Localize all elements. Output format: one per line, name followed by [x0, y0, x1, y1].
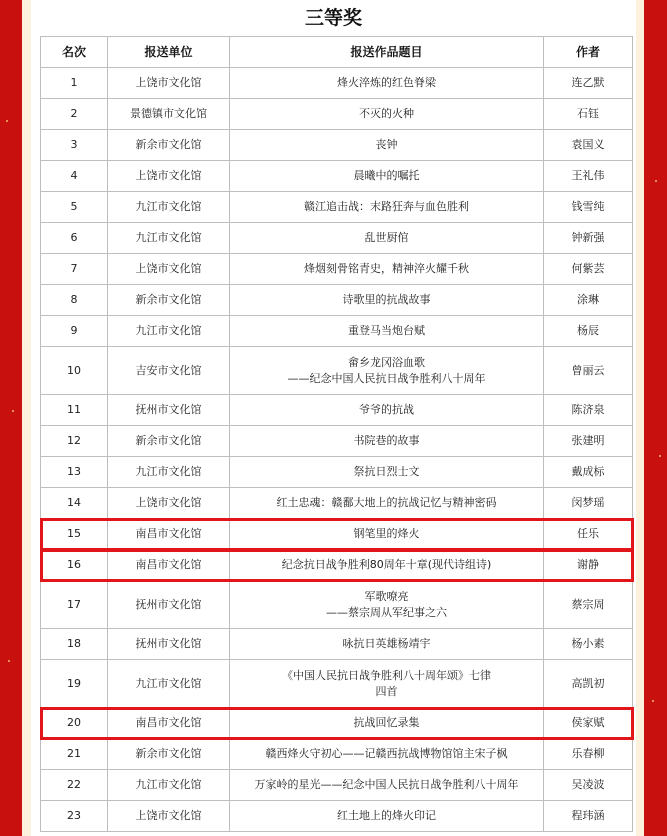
work-title-line: 军歌嘹亮 — [364, 589, 409, 603]
table-row — [41, 739, 633, 770]
work-title-line: 红土地上的烽火印记 — [337, 809, 436, 822]
author-cell: 曾丽云 — [544, 347, 633, 395]
author-cell: 杨辰 — [544, 316, 633, 347]
header-author: 作者 — [544, 37, 633, 68]
author-cell: 钱雪纯 — [544, 192, 633, 223]
unit-cell: 新余市文化馆 — [108, 285, 230, 316]
table-row — [41, 426, 633, 457]
table-body — [41, 68, 633, 832]
table-row — [41, 347, 633, 395]
author-cell: 袁国义 — [544, 130, 633, 161]
table-row — [41, 801, 633, 832]
author-cell: 钟新强 — [544, 223, 633, 254]
work-title-cell — [230, 130, 544, 161]
unit-cell: 吉安市文化馆 — [108, 347, 230, 395]
author-cell: 陈济泉 — [544, 395, 633, 426]
rank-cell: 11 — [41, 395, 108, 426]
unit-cell: 上饶市文化馆 — [108, 488, 230, 519]
rank-cell: 15 — [41, 519, 108, 550]
unit-cell: 抚州市文化馆 — [108, 629, 230, 660]
rank-cell: 6 — [41, 223, 108, 254]
unit-cell: 抚州市文化馆 — [108, 581, 230, 629]
unit-cell: 九江市文化馆 — [108, 223, 230, 254]
author-cell: 戴成标 — [544, 457, 633, 488]
unit-cell: 新余市文化馆 — [108, 130, 230, 161]
rank-cell: 2 — [41, 99, 108, 130]
table-row — [41, 130, 633, 161]
rank-cell: 7 — [41, 254, 108, 285]
work-title-line: 赣西烽火守初心——记赣西抗战博物馆馆主宋子枫 — [265, 747, 508, 760]
table-row — [41, 161, 633, 192]
work-title-line: 烽火淬炼的红色脊梁 — [337, 76, 436, 89]
unit-cell: 新余市文化馆 — [108, 426, 230, 457]
work-title-line: 丧钟 — [375, 138, 398, 151]
work-title-line: ——蔡宗周从军纪事之六 — [326, 605, 447, 619]
work-title-line: 赣江追击战：末路狂奔与血色胜利 — [304, 200, 469, 213]
work-title-cell — [230, 192, 544, 223]
header-work: 报送作品题目 — [230, 37, 544, 68]
author-cell: 连乙默 — [544, 68, 633, 99]
rank-cell: 18 — [41, 629, 108, 660]
table-row — [41, 457, 633, 488]
gold-sparkle — [6, 120, 8, 122]
gold-sparkle — [659, 455, 661, 457]
unit-cell: 上饶市文化馆 — [108, 254, 230, 285]
header-rank: 名次 — [41, 37, 108, 68]
table-row — [41, 254, 633, 285]
author-cell: 程玮涵 — [544, 801, 633, 832]
rank-cell: 19 — [41, 660, 108, 708]
rank-cell: 9 — [41, 316, 108, 347]
work-title-line: 红土忠魂：赣鄱大地上的抗战记忆与精神密码 — [276, 496, 497, 509]
unit-cell: 九江市文化馆 — [108, 660, 230, 708]
table-row — [41, 708, 633, 739]
author-cell: 任乐 — [544, 519, 633, 550]
header-unit: 报送单位 — [108, 37, 230, 68]
author-cell: 石钰 — [544, 99, 633, 130]
work-title-line: 烽烟刻骨铭青史，精神淬火耀千秋 — [304, 262, 469, 275]
author-cell: 张建明 — [544, 426, 633, 457]
work-title-line: 祭抗日烈士文 — [353, 465, 420, 478]
work-title-cell — [230, 99, 544, 130]
work-title-line: 四首 — [375, 684, 398, 698]
unit-cell: 九江市文化馆 — [108, 457, 230, 488]
work-title-line: 乱世厨倌 — [364, 231, 409, 244]
table-header-row — [41, 37, 633, 68]
work-title-cell — [230, 708, 544, 739]
gold-sparkle — [12, 410, 14, 412]
table-row — [41, 192, 633, 223]
rank-cell: 22 — [41, 770, 108, 801]
work-title-cell — [230, 581, 544, 629]
author-cell: 蔡宗周 — [544, 581, 633, 629]
rank-cell: 12 — [41, 426, 108, 457]
work-title-cell — [230, 161, 544, 192]
rank-cell: 21 — [41, 739, 108, 770]
unit-cell: 新余市文化馆 — [108, 739, 230, 770]
work-title-cell — [230, 801, 544, 832]
table-row — [41, 488, 633, 519]
rank-cell: 13 — [41, 457, 108, 488]
rank-cell: 4 — [41, 161, 108, 192]
unit-cell: 上饶市文化馆 — [108, 801, 230, 832]
work-title-line: 咏抗日英雄杨靖宇 — [342, 637, 431, 650]
table-row — [41, 99, 633, 130]
author-cell: 何紫芸 — [544, 254, 633, 285]
rank-cell: 3 — [41, 130, 108, 161]
unit-cell: 上饶市文化馆 — [108, 68, 230, 99]
unit-cell: 景德镇市文化馆 — [108, 99, 230, 130]
table-row — [41, 629, 633, 660]
work-title-line: 《中国人民抗日战争胜利八十周年颂》七律 — [282, 668, 491, 682]
gold-sparkle — [8, 660, 10, 662]
document-paper — [31, 0, 636, 836]
rank-cell: 8 — [41, 285, 108, 316]
unit-cell: 九江市文化馆 — [108, 770, 230, 801]
table-row — [41, 581, 633, 629]
work-title-line: 畲乡龙冈浴血歌 — [348, 355, 425, 369]
work-title-line: 纪念抗日战争胜利80周年十章(现代诗组诗) — [281, 558, 492, 571]
table-row — [41, 223, 633, 254]
work-title-line: 书院巷的故事 — [353, 434, 420, 447]
work-title-line: ——纪念中国人民抗日战争胜利八十周年 — [287, 371, 486, 385]
work-title-line: 重登马当炮台赋 — [348, 324, 425, 337]
table-row — [41, 285, 633, 316]
work-title-line: 钢笔里的烽火 — [353, 527, 420, 540]
work-title-cell — [230, 660, 544, 708]
unit-cell: 九江市文化馆 — [108, 316, 230, 347]
rank-cell: 14 — [41, 488, 108, 519]
author-cell: 侯家赋 — [544, 708, 633, 739]
work-title-cell — [230, 347, 544, 395]
author-cell: 王礼伟 — [544, 161, 633, 192]
unit-cell: 南昌市文化馆 — [108, 519, 230, 550]
table-row — [41, 770, 633, 801]
work-title-cell — [230, 739, 544, 770]
gold-sparkle — [652, 700, 654, 702]
author-cell: 杨小素 — [544, 629, 633, 660]
unit-cell: 南昌市文化馆 — [108, 550, 230, 581]
unit-cell: 抚州市文化馆 — [108, 395, 230, 426]
table-row — [41, 660, 633, 708]
author-cell: 涂琳 — [544, 285, 633, 316]
work-title-line: 晨曦中的嘱托 — [353, 169, 420, 182]
rank-cell: 5 — [41, 192, 108, 223]
rank-cell: 20 — [41, 708, 108, 739]
work-title-cell — [230, 68, 544, 99]
work-title-line: 万家岭的星光——纪念中国人民抗日战争胜利八十周年 — [254, 778, 519, 791]
work-title-cell — [230, 457, 544, 488]
work-title-cell — [230, 488, 544, 519]
unit-cell: 九江市文化馆 — [108, 192, 230, 223]
author-cell: 谢静 — [544, 550, 633, 581]
rank-cell: 10 — [41, 347, 108, 395]
author-cell: 乐春柳 — [544, 739, 633, 770]
work-title-line: 爷爷的抗战 — [359, 403, 414, 416]
rank-cell: 16 — [41, 550, 108, 581]
rank-cell: 17 — [41, 581, 108, 629]
author-cell: 吴凌波 — [544, 770, 633, 801]
work-title-cell — [230, 519, 544, 550]
author-cell: 高凯初 — [544, 660, 633, 708]
work-title-cell — [230, 316, 544, 347]
award-table — [40, 36, 633, 832]
gold-sparkle — [655, 180, 657, 182]
work-title-cell — [230, 395, 544, 426]
page-title: 三等奖 — [304, 7, 362, 29]
work-title-cell — [230, 223, 544, 254]
unit-cell: 南昌市文化馆 — [108, 708, 230, 739]
table-row — [41, 68, 633, 99]
rank-cell: 1 — [41, 68, 108, 99]
work-title-cell — [230, 285, 544, 316]
author-cell: 闵梦瑶 — [544, 488, 633, 519]
table-row — [41, 316, 633, 347]
work-title-cell — [230, 426, 544, 457]
work-title-cell — [230, 770, 544, 801]
table-row — [41, 395, 633, 426]
work-title-line: 不灭的火种 — [359, 107, 414, 120]
work-title-line: 抗战回忆录集 — [353, 716, 420, 729]
work-title-cell — [230, 254, 544, 285]
rank-cell: 23 — [41, 801, 108, 832]
work-title-cell — [230, 629, 544, 660]
work-title-line: 诗歌里的抗战故事 — [342, 293, 431, 306]
unit-cell: 上饶市文化馆 — [108, 161, 230, 192]
table-row — [41, 550, 633, 581]
work-title-cell — [230, 550, 544, 581]
table-row — [41, 519, 633, 550]
